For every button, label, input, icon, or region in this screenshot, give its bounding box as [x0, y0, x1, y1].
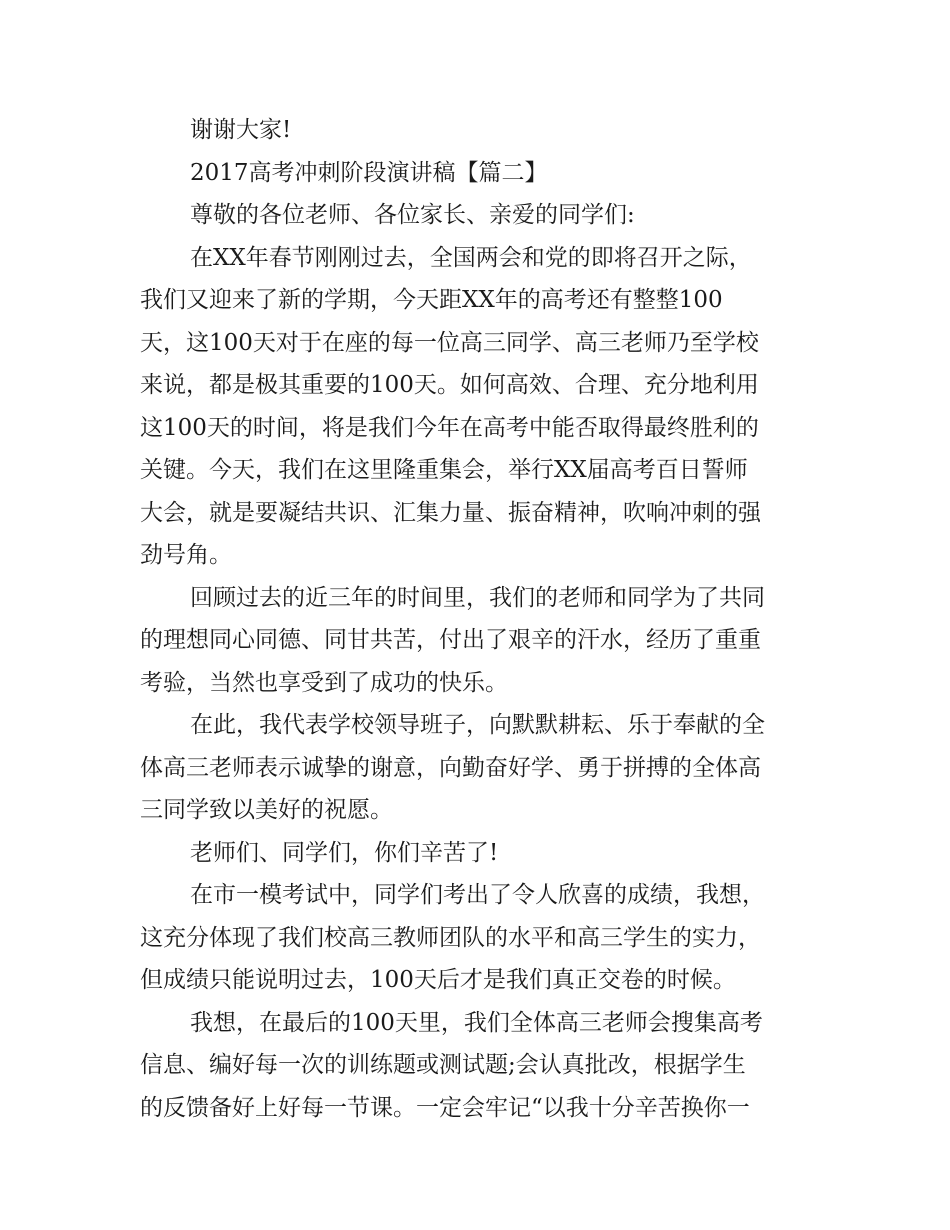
- salutation: 尊敬的各位老师、各位家长、亲爱的同学们:: [190, 202, 635, 228]
- text-line: 但成绩只能说明过去，100天后才是我们真正交卷的时候。: [140, 967, 736, 993]
- text-line: 这100天的时间，将是我们今年在高考中能否取得最终胜利的: [140, 414, 759, 441]
- text-line: 这充分体现了我们校高三教师团队的水平和高三学生的实力，: [140, 924, 761, 951]
- text-line: 我们又迎来了新的学期，今天距XX年的高考还有整整100: [140, 287, 723, 313]
- text-line: 我想，在最后的100天里，我们全体高三老师会搜集高考: [190, 1009, 763, 1036]
- document-body: [140, 109, 820, 1129]
- text-line: 在此，我代表学校领导班子，向默默耕耘、乐于奉献的全: [190, 712, 765, 738]
- text-line: 大会，就是要凝结共识、汇集力量、振奋精神，吹响冲刺的强: [140, 499, 761, 526]
- text-line: 的理想同心同德、同甘共苦，付出了艰辛的汗水，经历了重重: [140, 627, 761, 653]
- text-line: 天，这100天对于在座的每一位高三同学、高三老师乃至学校: [140, 329, 759, 356]
- text-line: 信息、编好每一次的训练题或测试题;会认真批改，根据学生: [140, 1052, 746, 1078]
- text-line: 谢谢大家!: [190, 117, 292, 143]
- text-line: 劲号角。: [140, 542, 232, 568]
- text-line: 关键。今天，我们在这里隆重集会，举行XX届高考百日誓师: [140, 457, 748, 483]
- text-line: 三同学致以美好的祝愿。: [140, 797, 393, 823]
- text-line: 来说，都是极其重要的100天。如何高效、合理、充分地利用: [140, 372, 759, 398]
- text-line: 在XX年春节刚刚过去，全国两会和党的即将召开之际，: [190, 244, 752, 271]
- text-line: 考验，当然也享受到了成功的快乐。: [140, 669, 508, 696]
- text-line: 回顾过去的近三年的时间里，我们的老师和同学为了共同: [190, 584, 765, 611]
- text-line: 体高三老师表示诚挚的谢意，向勤奋好学、勇于拼搏的全体高: [140, 754, 761, 781]
- text-line: 的反馈备好上好每一节课。一定会牢记“以我十分辛苦换你一: [140, 1094, 750, 1121]
- section-heading: 2017高考冲刺阶段演讲稿【篇二】: [190, 159, 548, 186]
- text-line: 老师们、同学们，你们辛苦了!: [190, 839, 499, 866]
- text-line: 在市一模考试中，同学们考出了令人欣喜的成绩，我想，: [190, 882, 765, 908]
